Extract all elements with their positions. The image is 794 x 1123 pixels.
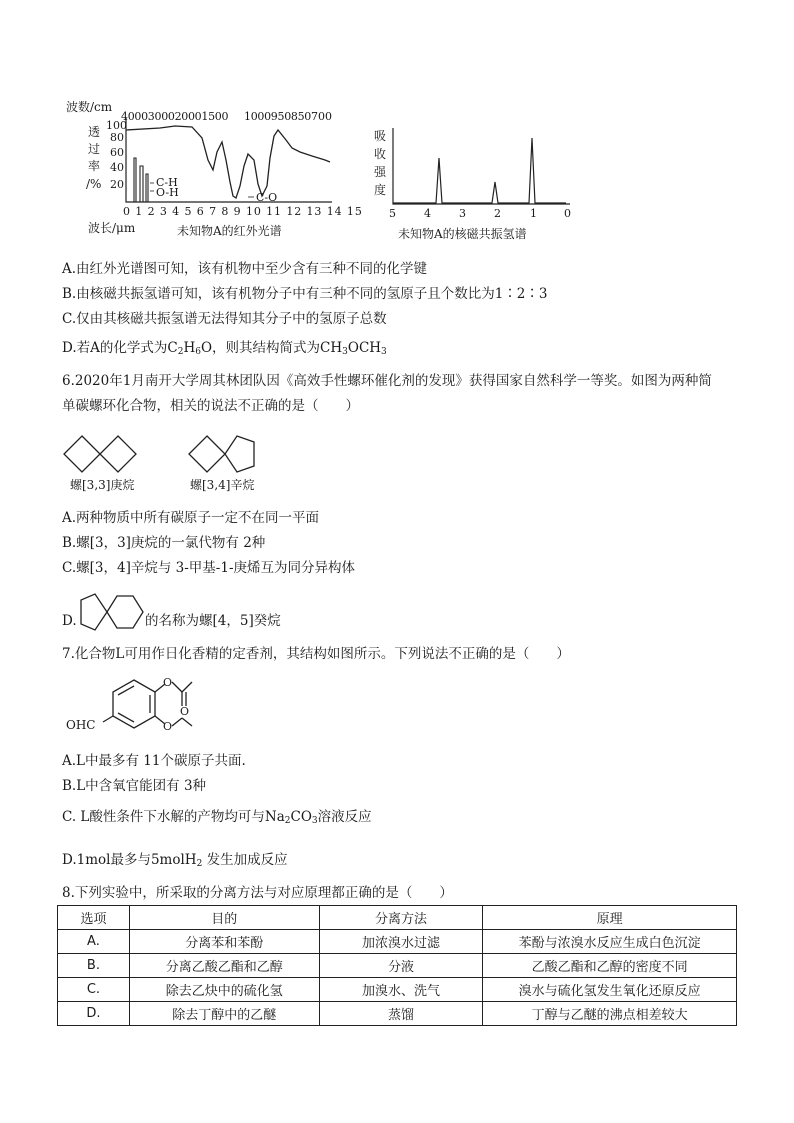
separation-table <box>57 905 737 1026</box>
spiro-label-1: 螺[3,3]庚烷 <box>70 478 135 492</box>
nmr-xtick-4: 4 <box>424 207 431 220</box>
table-header-cell: 分离方法 <box>319 906 483 930</box>
q7-stem: 7.化合物L可用作日化香精的定香剂，其结构如图所示。下列说法不正确的是（ ） <box>62 646 570 662</box>
ir-ytick-100: 100 <box>106 119 127 132</box>
nmr-caption: 未知物A的核磁共振氢谱 <box>398 227 527 241</box>
table-cell: C. <box>58 978 130 1002</box>
q6-option-c: C.螺[3，4]辛烷与 3-甲基-1-庚烯互为同分异构体 <box>62 560 356 576</box>
ir-peak-oh-label: O-H <box>156 186 179 199</box>
q6-stem-line-1: 6.2020年1月南开大学周其林团队因《高效手性螺环催化剂的发现》获得国家自然科学一等奖。如图为两种简 <box>62 373 712 389</box>
nmr-xtick-3: 3 <box>459 207 466 220</box>
table-row <box>58 1002 737 1026</box>
nmr-ylabel-2: 收 <box>374 147 387 161</box>
q7-c-sub-2: 2 <box>284 816 291 826</box>
nmr-xtick-2: 2 <box>494 207 501 220</box>
compound-l-ohc-label: OHC <box>66 718 96 732</box>
table-cell: A. <box>58 930 130 954</box>
q6-stem-line-2: 单碳螺环化合物，相关的说法不正确的是（ ） <box>62 398 359 414</box>
table-header-cell: 选项 <box>58 906 130 930</box>
q5-d-sub-3b: 3 <box>381 347 387 357</box>
table-cell: 加溴水、洗气 <box>319 978 483 1002</box>
ir-ylabel-3: 率 <box>88 159 101 173</box>
nmr-spectrum-plot <box>388 124 574 210</box>
table-header-cell: 目的 <box>129 906 319 930</box>
spiro-label-2: 螺[3,4]辛烷 <box>190 478 255 492</box>
q7-option-d <box>62 851 288 873</box>
ir-xticks: 0 1 2 3 4 5 6 7 8 9 10 11 12 13 14 15 <box>123 205 363 218</box>
q5-d-sub-3a: 3 <box>342 347 348 357</box>
ir-wavenumber-label: 波数/cm <box>66 100 113 114</box>
ir-wavenumber-ticks-right: 1000950850 <box>244 110 311 123</box>
ir-peak-ch-label: C-H <box>156 176 178 189</box>
q5-d-text-1: D.若A的化学式为C <box>62 340 178 356</box>
table-row <box>58 978 737 1002</box>
table-cell: 乙酸乙酯和乙醇的密度不同 <box>483 954 737 978</box>
table-cell: 溴水与硫化氢发生氧化还原反应 <box>483 978 737 1002</box>
table-cell: 苯酚与浓溴水反应生成白色沉淀 <box>483 930 737 954</box>
q6-option-d-suffix: 的名称为螺[4，5]癸烷 <box>145 613 281 629</box>
q5-option-c: C.仅由其核磁共振氢谱无法得知其分子中的氢原子总数 <box>62 311 387 327</box>
q5-d-text-3: O，则其结构简式为CH <box>200 340 343 356</box>
table-row <box>58 954 737 978</box>
ir-peak-co-label: C-O <box>256 191 278 204</box>
table-cell: 分离乙酸乙酯和乙醇 <box>129 954 319 978</box>
svg-text:O: O <box>180 705 190 718</box>
nmr-ylabel-4: 度 <box>374 183 387 197</box>
ir-ytick-20: 20 <box>110 178 124 191</box>
q7-c-text-1: C. L酸性条件下水解的产物均可与Na <box>62 809 285 825</box>
table-cell: 丁醇与乙醚的沸点相差较大 <box>483 1002 737 1026</box>
svg-text:O: O <box>163 676 173 689</box>
table-cell: 分离苯和苯酚 <box>129 930 319 954</box>
table-cell: 蒸馏 <box>319 1002 483 1026</box>
ir-ytick-60: 60 <box>110 146 124 159</box>
q5-option-d <box>62 339 387 361</box>
svg-text:O: O <box>163 720 173 733</box>
spiro-4-5-decane-structure <box>79 590 145 634</box>
q7-c-text-3: 溶液反应 <box>317 809 372 825</box>
nmr-xtick-0: 0 <box>564 207 571 220</box>
ir-caption: 未知物A的红外光谱 <box>177 224 282 238</box>
table-cell: 分液 <box>319 954 483 978</box>
ir-wavenumber-ticks-left: 4000300020001500 <box>121 110 229 123</box>
q7-c-text-2: CO <box>290 809 312 825</box>
q7-option-c <box>62 808 372 830</box>
ir-ylabel-2: 过 <box>88 142 101 156</box>
table-row <box>58 930 737 954</box>
table-cell: 除去丁醇中的乙醚 <box>129 1002 319 1026</box>
compound-l-structure <box>62 670 222 750</box>
q8-stem: 8.下列实验中，所采取的分离方法与对应原理都正确的是（ ） <box>62 885 453 901</box>
q5-d-text-4: OCH <box>347 340 382 356</box>
table-cell: 除去乙炔中的硫化氢 <box>129 978 319 1002</box>
q5-d-text-2: H <box>183 340 196 356</box>
q7-option-a: A.L中最多有 11个碳原子共面. <box>62 753 246 769</box>
ir-spectrum-plot <box>120 116 335 206</box>
spiro-structures <box>62 434 262 478</box>
q6-option-a: A.两种物质中所有碳原子一定不在同一平面 <box>62 510 320 526</box>
ir-ytick-40: 40 <box>110 161 124 174</box>
q5-d-sub-2: 2 <box>177 347 184 357</box>
q5-d-sub-6: 6 <box>195 347 201 357</box>
ir-ylabel-4: /% <box>86 177 102 191</box>
nmr-xtick-5: 5 <box>389 207 396 220</box>
table-cell: 加浓溴水过滤 <box>319 930 483 954</box>
table-cell: B. <box>58 954 130 978</box>
q5-option-b: B.由核磁共振氢谱可知，该有机物分子中有三种不同的氢原子且个数比为1∶2∶3 <box>62 286 548 302</box>
q5-option-a: A.由红外光谱图可知，该有机物中至少含有三种不同的化学键 <box>62 261 428 277</box>
q7-d-sub-2: 2 <box>196 859 203 869</box>
q7-d-text-2: 发生加成反应 <box>202 852 288 868</box>
q7-c-sub-3: 3 <box>311 816 318 826</box>
ir-ylabel-1: 透 <box>88 125 101 139</box>
nmr-ylabel-3: 强 <box>374 165 387 179</box>
q6-option-d-prefix: D. <box>62 613 77 629</box>
ir-xlabel: 波长/μm <box>88 221 136 235</box>
ir-ytick-80: 80 <box>110 131 124 144</box>
nmr-xtick-1: 1 <box>530 207 537 220</box>
q7-d-text-1: D.1mol最多与5molH <box>62 852 197 868</box>
table-header-row <box>58 906 737 930</box>
nmr-ylabel-1: 吸 <box>374 129 387 143</box>
spiro-3-4-octane-structure <box>189 436 254 472</box>
spiro-3-3-heptane-structure <box>64 436 136 472</box>
q7-option-b: B.L中含氧官能团有 3种 <box>62 778 207 794</box>
ir-wavenumber-700: 700 <box>311 110 332 123</box>
q6-option-b: B.螺[3，3]庚烷的一氯代物有 2种 <box>62 535 266 551</box>
table-cell: D. <box>58 1002 130 1026</box>
table-header-cell: 原理 <box>483 906 737 930</box>
